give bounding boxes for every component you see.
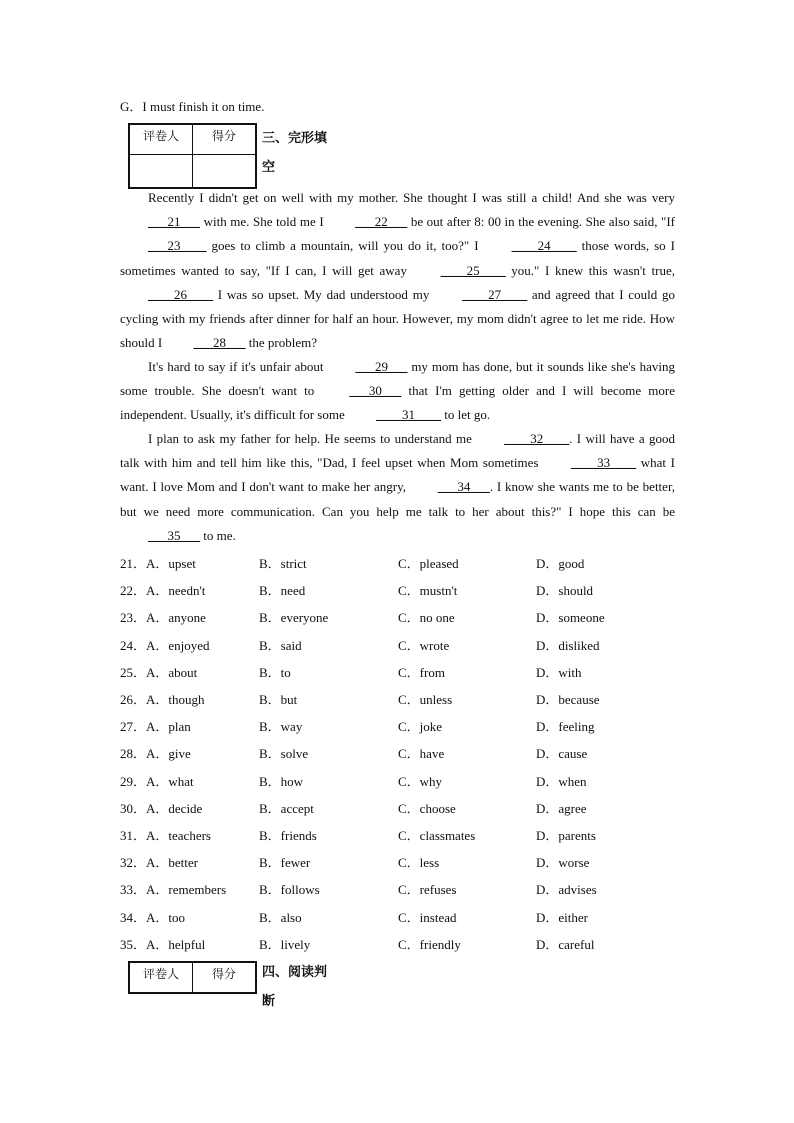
question-number: 25． [120,664,147,680]
question-row [120,771,680,791]
passage-text: my mom has done, but it sounds like she's having some trouble. She doesn't want to [120,359,676,399]
reviewer-label: 评卷人 [129,124,193,155]
question-number-and-option-a [120,743,191,762]
option-c: C．classmates [398,828,476,843]
option-b: B．lively [259,936,311,952]
score-cell [193,155,257,189]
passage-text: . I know she wants me to be better, but we need more communication. Can you help me talk to her about this?" I hope this can be [120,479,675,519]
question-number: 22． [120,583,147,599]
option-b: B．also [259,909,302,925]
option-g-line: G．I must finish it on time. [120,99,265,114]
question-number-and-option-a [120,852,198,871]
passage-paragraph-1 [120,186,675,355]
option-a: A．needn't [146,583,206,599]
question-number-and-option-a [120,907,185,926]
passage-text: those words, so I sometimes wanted to say, "If I can, I will get away [120,238,675,278]
question-row [120,553,680,573]
passage-text: with me. She told me I [200,214,328,230]
question-row [120,852,680,872]
option-a: A．too [146,909,186,925]
option-d: D．should [536,583,594,599]
passage-text: what I want. I love Mom and I don't want to make her angry, [120,455,675,495]
question-number: 28． [120,746,147,762]
passage-text: I plan to ask my father for help. He seems to understand me [148,431,477,446]
score-box-section4 [128,961,257,994]
answer-blank: ___35___ [148,527,200,543]
option-c: C．why [398,773,443,789]
question-row [120,825,680,845]
section3-title: 三、完形填 空 [262,131,328,175]
option-a: A．give [146,746,191,762]
option-d: D．agree [536,800,587,816]
passage-text: I was so upset. My dad understood my [213,286,435,302]
option-a: A．though [146,692,205,707]
option-c: C．friendly [398,936,461,952]
option-d: D．parents [536,828,596,843]
question-number: 21． [120,556,147,571]
answer-blank: ____33____ [571,455,637,471]
answer-blank: ____24____ [511,238,577,254]
question-row [120,743,680,763]
question-number: 26． [120,692,147,707]
score-box-section3 [128,123,257,189]
option-b: B．solve [259,746,309,762]
answer-blank: ____27____ [462,286,528,302]
score-label: 得分 [193,124,257,155]
option-a: A．decide [146,800,203,816]
option-c: C．have [398,746,445,762]
answer-blank: ___34___ [437,479,490,495]
answer-blank: ___30___ [349,383,402,399]
question-row [120,879,680,899]
option-b: B．said [259,637,302,653]
option-d: D．someone [536,610,605,626]
answer-blank: ____32____ [504,431,570,446]
option-b: B．how [259,773,304,789]
option-d: D．feeling [536,719,595,735]
answer-blank: ____31____ [376,407,441,423]
question-number-and-option-a [120,553,196,572]
question-row [120,907,680,927]
option-a: A．helpful [146,936,206,952]
option-b: B．way [259,719,303,735]
option-b: B．everyone [259,610,329,626]
passage-text: the problem? [245,335,317,351]
question-row [120,716,680,736]
score-label: 得分 [193,962,257,993]
answer-blank: ___29___ [355,359,408,374]
question-number-and-option-a [120,689,205,708]
answer-blank: ___28___ [193,335,246,351]
question-number-and-option-a [120,607,206,626]
question-row [120,635,680,655]
question-number: 32． [120,855,147,871]
passage-paragraph-2 [120,355,675,428]
option-c: C．choose [398,800,456,816]
question-number: 23． [120,610,147,626]
passage-text: to me. [200,527,236,543]
option-d: D．worse [536,855,590,871]
option-b: B．but [259,692,298,707]
option-c: C．wrote [398,637,450,653]
option-c: C．unless [398,692,453,707]
passage-text: that I'm getting older and I will become more independent. Usually, it's difficult for some [120,383,675,423]
option-d: D．cause [536,746,588,762]
option-b: B．strict [259,556,307,571]
passage-text: Recently I didn't get on well with my mother. She thought I was still a child! And she was very [148,190,675,205]
question-number: 24． [120,637,147,653]
option-a: A．plan [146,719,191,735]
option-c: C．less [398,855,440,871]
option-a: A．what [146,773,194,789]
option-b: B．fewer [259,855,311,871]
question-number-and-option-a [120,825,211,844]
option-a: A．better [146,855,198,871]
option-a: A．anyone [146,610,206,626]
option-b: B．accept [259,800,314,816]
question-row [120,798,680,818]
passage-text: goes to climb a mountain, will you do it, too?" I [206,238,484,254]
answer-blank: ____25____ [440,262,506,278]
option-d: D．careful [536,936,595,952]
option-d: D．good [536,556,585,571]
option-c: C．refuses [398,882,457,898]
section4-title: 四、阅读判 断 [262,965,328,1009]
option-a: A．remembers [146,882,227,898]
reviewer-cell [129,155,193,189]
answer-blank: ___22___ [355,214,408,230]
passage-text: It's hard to say if it's unfair about [148,359,328,374]
option-d: D．disliked [536,637,600,653]
option-b: B．friends [259,828,317,843]
question-row [120,580,680,600]
option-d: D．either [536,909,588,925]
passage-paragraph-3 [120,427,675,548]
question-number: 30． [120,800,147,816]
option-d: D．when [536,773,587,789]
question-row [120,689,680,709]
passage-text: be out after 8: 00 in the evening. She also said, "If [407,214,676,230]
question-number: 27． [120,719,147,735]
question-number-and-option-a [120,635,210,654]
answer-blank: ____26____ [148,286,213,302]
question-number-and-option-a [120,934,205,953]
reviewer-label: 评卷人 [129,962,193,993]
option-b: B．need [259,583,306,599]
option-c: C．no one [398,610,455,626]
passage-text: to let go. [441,407,491,423]
passage-text: . I will have a good talk with him and tell him like this, "Dad, I feel upset when Mom sometimes [120,431,675,471]
option-c: C．joke [398,719,443,735]
question-number-and-option-a [120,879,226,898]
question-number: 31． [120,828,147,843]
option-d: D．with [536,664,582,680]
question-row [120,607,680,627]
answer-blank: ___23____ [148,238,207,254]
option-b: B．follows [259,882,320,898]
option-c: C．mustn't [398,583,458,599]
option-c: C．from [398,664,445,680]
option-a: A．upset [146,556,196,571]
option-d: D．advises [536,882,597,898]
question-number: 34． [120,909,147,925]
question-row [120,934,680,954]
passage-text: you." I knew this wasn't true, [505,262,675,278]
option-c: C．instead [398,909,457,925]
question-number-and-option-a [120,716,191,735]
option-a: A．enjoyed [146,637,210,653]
option-d: D．because [536,692,600,707]
option-c: C．pleased [398,556,459,571]
question-number-and-option-a [120,580,205,599]
question-number: 29． [120,773,147,789]
question-row [120,662,680,682]
question-number-and-option-a [120,771,194,790]
question-number: 35． [120,936,147,952]
question-number: 33． [120,882,147,898]
question-number-and-option-a [120,798,202,817]
passage-text: and agreed that I could go cycling with my friends after dinner for half an hour. However, my mom didn't agree to let me ride. How should I [120,286,675,351]
option-a: A．teachers [146,828,211,843]
answer-blank: ___21___ [148,214,200,230]
option-a: A．about [146,664,198,680]
question-number-and-option-a [120,662,197,681]
option-b: B．to [259,664,291,680]
